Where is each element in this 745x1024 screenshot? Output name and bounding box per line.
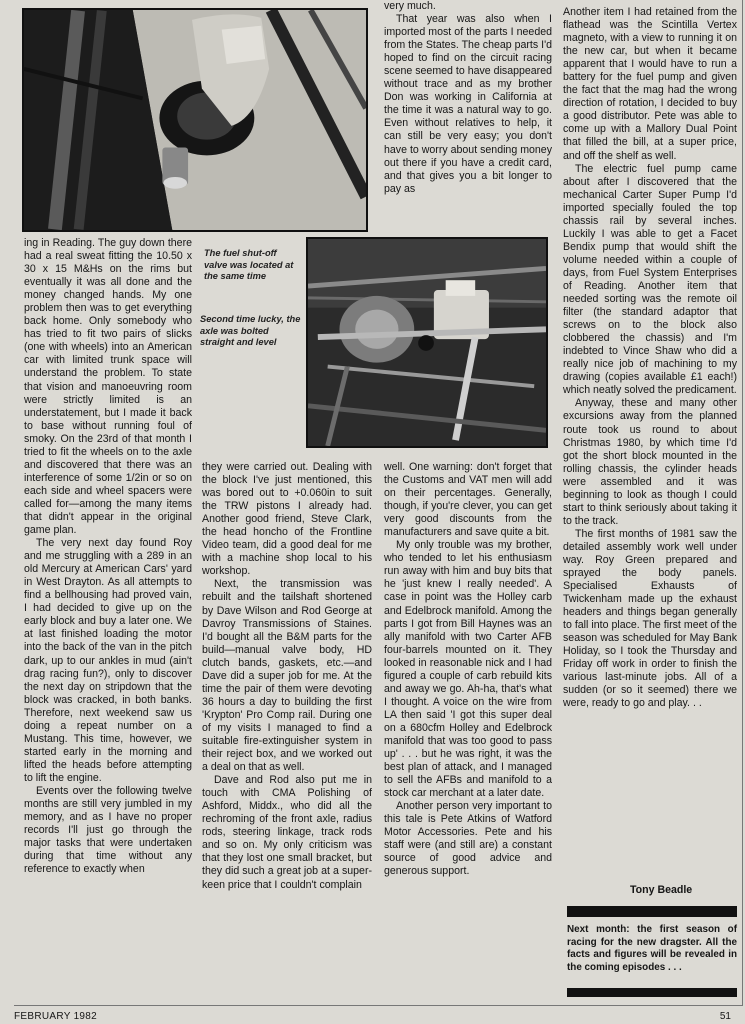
article-paragraph: they were carried out. Dealing with the block I've just mentioned, this was bored out to +0.060in to suit the TRW pistons I already had. Another good friend, Steve Clark, the head honcho of the Frontline Video team, did a good deal for me with a machine shop local to his workshop. (202, 461, 372, 578)
article-paragraph: Events over the following twelve months are still very jumbled in my memory, and as I have no proper records I'll just go through the major tasks that were undertaken during that time without any reference to exactly when (24, 784, 192, 876)
article-paragraph: The electric fuel pump came about after I discovered that the mechanical Carter Super Pump I'd imported specially fouled the top chassis rail by several inches. Luckily I was able to get a Facet Bendix pump that would shift the volume needed within a couple of days, from Fuel System Enterprises of Reading. Another item that needed sorting was the remote oil filter (the standard adaptor that screws on to the block also clobbered the chassis) and I'm indebted to Vince Shaw who did a really nice job of machining to my drawing (copies available £1 each!) which neatly solved the predicament. (563, 162, 737, 397)
article-paragraph: Next, the transmission was rebuilt and the tailshaft shortened by Dave Wilson and Rod George at Davroy Transmissions of Staines. I'd bought all the B&M parts for the build—manual valve body, HD clutch bands, gaskets, etc.—and Dave did a super job for me. At the time the pair of them were devoting 36 hours a day to building the first 'Krypton' Pro Comp rail. During one of my visits I managed to find a suitable fire-extinguisher system in their reject box, and we worked out a deal on that as well. (202, 578, 372, 774)
next-month-bar-bottom (567, 988, 737, 997)
photo-fuel-valve-image (24, 10, 366, 230)
article-paragraph: The very next day found Roy and me struggling with a 289 in an old Mercury at American Cars' yard in West Drayton. As all attempts to find a bellhousing had proved vain, I had decided to give up on the early block and buy a later one. We at last finished loading the motor into the back of the van in the pitch dark, up to our ankles in mud (ain't drag racing fun?), only to discover the next day on stripdown that the block was cracked, in both banks. Therefore, next weekend saw us doing a repeat number on a Mustang. This time, however, we started early in the morning and lifted the heads before attempting to lift the engine. (24, 537, 192, 784)
article-column-1 (24, 237, 192, 1005)
article-paragraph: very much. (384, 0, 436, 12)
next-month-bar-top (567, 906, 737, 917)
article-paragraph: Dave and Rod also put me in touch with CMA Polishing of Ashford, Middx., who did all the rechroming of the front axle, radius rods, steering linkage, track rods and so on. My only criticism was that they lost one small bracket, but they did such a great job at a super-keen price that I couldn't complain (202, 774, 372, 891)
footer-page-number: 51 (719, 1011, 731, 1022)
article-paragraph: That year was also when I imported most of the parts I needed from the States. The cheap parts I'd hoped to find on the circuit racing scene seemed to have disappeared without trace and as my brother Don was working in California at the time it was a natural way to go. Even without relatives to help, it can still be very easy; you don't have to worry about sending money out there if you have a credit card, and that gives you a bit longer to pay as (384, 13, 552, 195)
article-column-2 (202, 461, 372, 1005)
article-paragraph: well. One warning: don't forget that the Customs and VAT men will add on their percentages. Generally, though, if you're clever, you can get very good discounts from the manufacturers and save quite a bit. (384, 461, 552, 539)
footer-issue-date: FEBRUARY 1982 (14, 1011, 98, 1022)
photo-axle-image (308, 239, 546, 446)
article-paragraph: Anyway, these and many other excursions away from the planned route took us round to about Christmas 1980, by which time I'd got the short block mounted in the rolling chassis, the cylinder heads were assembled and it was beginning to look as though I could start to think seriously about taking it to the track. (563, 397, 737, 527)
caption-fuel-valve: The fuel shut-off valve was located at the same time (204, 248, 294, 282)
article-paragraph: Another person very important to this tale is Pete Atkins of Watford Motor Accessories. Pete and his staff were (and still are) a constant source of good advice and generous support. (384, 800, 552, 878)
article-paragraph: ing in Reading. The guy down there had a real sweat fitting the 10.50 x 30 x 15 M&Hs on the rims but eventually it was all done and the money changed hands. My one problem then was to get everything back home. Only somebody who has tried to fit two pairs of slicks (one with wheels) into an American car with limited trunk space will understand the problem. To state that vision and manoeuvring room were strictly limited is an understatement, but I made it back to base without running foul of smoky. On the 23rd of that month I tried to fit the wheels on to the axle and discovered that there was an interference of some 1/2in or so on each side and wheel spacers were called for—among the many items that didn't appear in the original game plan. (24, 237, 192, 537)
article-column-4 (563, 6, 737, 886)
photo-fuel-valve (22, 8, 368, 232)
article-paragraph: Another item I had retained from the flathead was the Scintilla Vertex magneto, with a view to running it on the new car, but when it became apparent that I would have to run a battery for the fuel pump and given the fact that the mag had the wrong direction of rotation, I decided to buy a good distributor. Pete was able to come up with a Mallory Dual Point that filled the bill, at a super price, and off the shelf as well. (563, 6, 737, 162)
caption-axle: Second time lucky, the axle was bolted straight and level (200, 314, 301, 348)
author-signature: Tony Beadle (630, 884, 693, 896)
next-month-teaser: Next month: the first season of racing for the new dragster. All the facts and figures will be revealed in the coming episodes . . . (567, 924, 737, 973)
article-paragraph: My only trouble was my brother, who tended to let his enthusiasm run away with him and buy bits that he 'just knew I really needed'. A case in point was the Holley carb and Edelbrock manifold. Among the parts I got from Bill Haynes was an ally manifold with two Carter AFB four-barrels mounted on it. They looked in reasonable nick and I had figured a couple of carb rebuild kits and away we go. Ah-ha, that's what I thought. A voice on the wire from LA then said 'I got this super deal on a 680cfm Holley and Edelbrock manifold that was too good to pass up' . . . but he was right, it was the best plan of attack, and I managed to sell the AFBs and manifold to a stock car merchant at a later date. (384, 539, 552, 800)
article-column-3-top (384, 0, 552, 234)
photo-axle (306, 237, 548, 448)
article-paragraph: The first months of 1981 saw the detailed assembly work well under way. Roy Green prepared and sprayed the body panels. Specialised Exhausts of Twickenham made up the exhaust headers and things began generally to fall into place. The first meet of the season was scheduled for May Bank Holiday, so I took the Thursday and Friday off work in order to finish the various last-minute jobs. All of a sudden (or so it seemed) there we were, ready to go and play. . . (563, 527, 737, 710)
article-column-3-bottom (384, 461, 552, 1005)
